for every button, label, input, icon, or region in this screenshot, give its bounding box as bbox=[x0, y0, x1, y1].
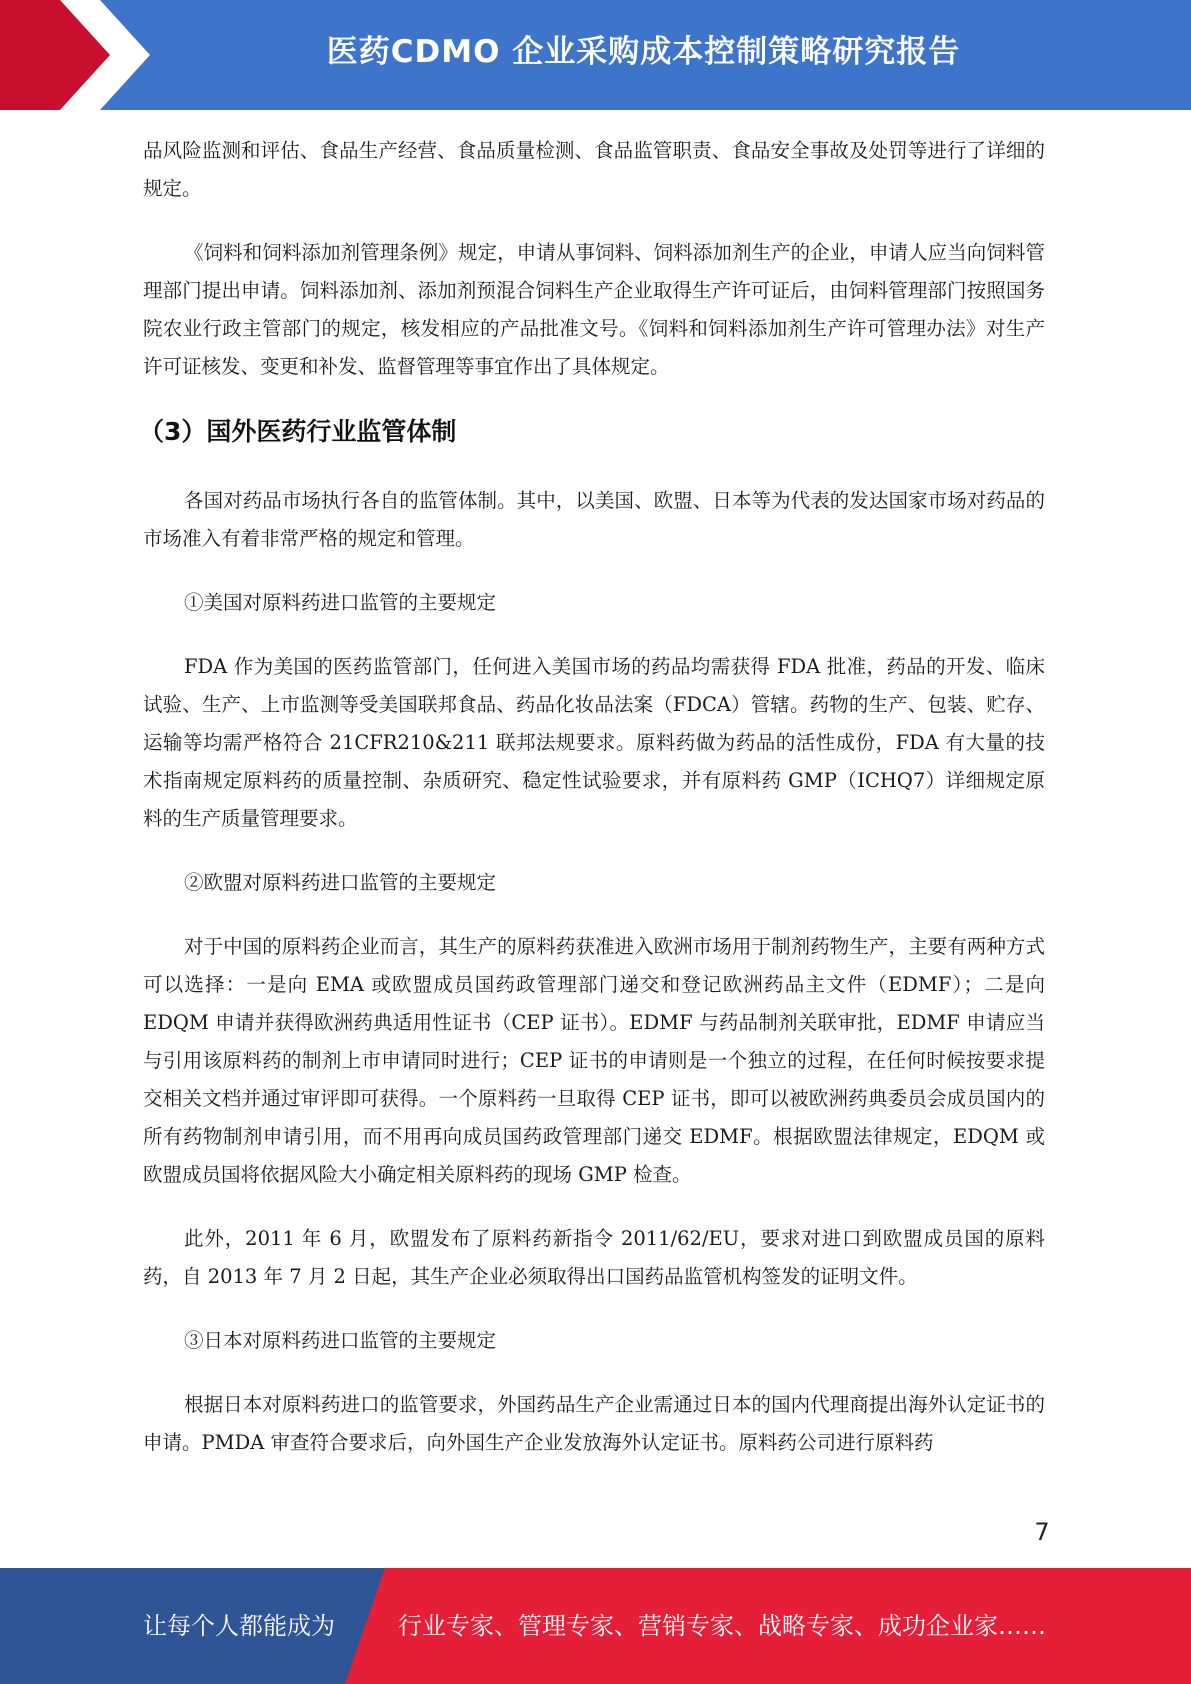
paragraph: 对于中国的原料药企业而言，其生产的原料药获准进入欧洲市场用于制剂药物生产，主要有两种方式可以选择：一是向 EMA 或欧盟成员国药政管理部门递交和登记欧洲药品主文件（EDMF）；二是向 EDQM 申请并获得欧洲药典适用性证书（CEP 证书）。EDMF 与药品制剂关联审批，EDMF 申请应当与引用该原料药的制剂上市申请同时进行；CEP 证书的申请则是一个独立的过程，在任何时候按要求提交相关文档并通过审评即可获得。一个原料药一旦取得 CEP 证书，即可以被欧洲药典委员会成员国内的所有药物制剂申请引用，而不用再向成员国药政管理部门递交 EDMF。根据欧盟法律规定，EDQM 或欧盟成员国将依据风险大小确定相关原料药的现场 GMP 检查。 bbox=[143, 935, 1045, 1186]
subheading-eu: ②欧盟对原料药进口监管的主要规定 bbox=[184, 871, 497, 894]
paragraph: 各国对药品市场执行各自的监管体制。其中，以美国、欧盟、日本等为代表的发达国家市场对药品的市场准入有着非常严格的规定和管理。 bbox=[143, 489, 1045, 550]
section-heading: （3）国外医药行业监管体制 bbox=[139, 417, 457, 446]
page-footer bbox=[0, 1568, 1191, 1684]
paragraph: FDA 作为美国的医药监管部门，任何进入美国市场的药品均需获得 FDA 批准，药品的开发、临床试验、生产、上市监测等受美国联邦食品、药品化妆品法案（FDCA）管辖。药物的生产、包装、贮存、运输等均需严格符合 21CFR210&211 联邦法规要求。原料药做为药品的活性成份，FDA 有大量的技术指南规定原料药的质量控制、杂质研究、稳定性试验要求，并有原料药 GMP（ICHQ7）详细规定原料的生产质量管理要求。 bbox=[143, 655, 1045, 830]
page-content bbox=[139, 132, 1045, 1488]
report-title: 医药CDMO 企业采购成本控制策略研究报告 bbox=[326, 34, 961, 70]
subheading-us: ①美国对原料药进口监管的主要规定 bbox=[184, 591, 497, 614]
paragraph: 《饲料和饲料添加剂管理条例》规定，申请从事饲料、饲料添加剂生产的企业，申请人应当向饲料管理部门提出申请。饲料添加剂、添加剂预混合饲料生产企业取得生产许可证后，由饲料管理部门按照国务院农业行政主管部门的规定，核发相应的产品批准文号。《饲料和饲料添加剂生产许可管理办法》对生产许可证核发、变更和补发、监督管理等事宜作出了具体规定。 bbox=[143, 241, 1045, 378]
page-header bbox=[0, 0, 1191, 110]
paragraph: 根据日本对原料药进口的监管要求，外国药品生产企业需通过日本的国内代理商提出海外认定证书的申请。PMDA 审查符合要求后，向外国生产企业发放海外认定证书。原料药公司进行原料药 bbox=[143, 1393, 1045, 1454]
subheading-japan: ③日本对原料药进口监管的主要规定 bbox=[184, 1329, 497, 1352]
paragraph: 品风险监测和评估、食品生产经营、食品质量检测、食品监管职责、食品安全事故及处罚等进行了详细的规定。 bbox=[143, 139, 1045, 200]
footer-slogan-right: 行业专家、管理专家、营销专家、战略专家、成功企业家…… bbox=[398, 1612, 1046, 1640]
footer-slogan-left: 让每个人都能成为 bbox=[143, 1612, 335, 1640]
page-number: 7 bbox=[1034, 1518, 1050, 1546]
paragraph: 此外，2011 年 6 月，欧盟发布了原料药新指令 2011/62/EU，要求对进口到欧盟成员国的原料药，自 2013 年 7 月 2 日起，其生产企业必须取得出口国药品监管机构签发的证明文件。 bbox=[143, 1227, 1045, 1288]
